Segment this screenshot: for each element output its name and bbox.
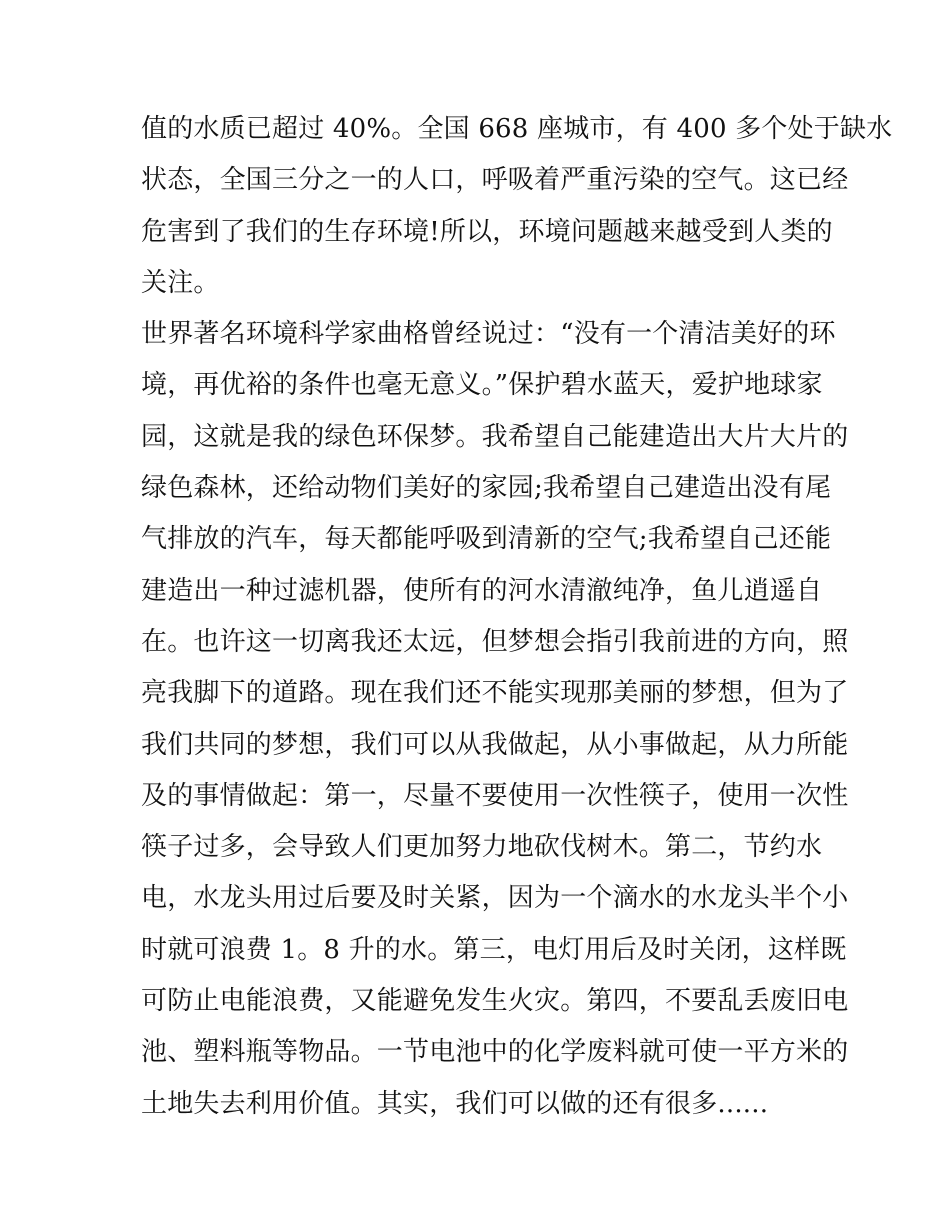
text-line: 可防止电能浪费，又能避免发生火灾。第四，不要乱丢废旧电	[141, 986, 849, 1017]
text-line: 值的水质已超过 40%。全国 668 座城市，有 400 多个处于缺水	[141, 114, 893, 144]
text-line: 我们共同的梦想，我们可以从我做起，从小事做起，从力所能	[141, 729, 849, 760]
text-line: 危害到了我们的生存环境!所以，环境问题越来越受到人类的	[141, 216, 833, 247]
text-line: 在。也许这一切离我还太远，但梦想会指引我前进的方向，照	[141, 626, 849, 657]
text-line: 关注。	[141, 267, 220, 298]
text-line: 园，这就是我的绿色环保梦。我希望自己能建造出大片大片的	[141, 421, 849, 452]
text-line: 及的事情做起：第一，尽量不要使用一次性筷子，使用一次性	[141, 780, 849, 811]
text-line: 状态，全国三分之一的人口，呼吸着严重污染的空气。这已经	[141, 165, 849, 196]
text-line: 电，水龙头用过后要及时关紧，因为一个滴水的水龙头半个小	[141, 883, 849, 914]
text-line: 时就可浪费 1。8 升的水。第三，电灯用后及时关闭，这样既	[141, 934, 847, 965]
text-line: 气排放的汽车，每天都能呼吸到清新的空气;我希望自己还能	[141, 524, 832, 555]
text-line: 世界著名环境科学家曲格曾经说过：“没有一个清洁美好的环	[141, 319, 836, 350]
text-line: 绿色森林，还给动物们美好的家园;我希望自己建造出没有尾	[141, 473, 832, 504]
text-line: 筷子过多，会导致人们更加努力地砍伐树木。第二，节约水	[141, 832, 823, 863]
text-line: 建造出一种过滤机器，使所有的河水清澈纯净，鱼儿逍遥自	[141, 575, 823, 606]
text-line: 池、塑料瓶等物品。一节电池中的化学废料就可使一平方米的	[141, 1037, 849, 1068]
text-line: 土地失去利用价值。其实，我们可以做的还有很多......	[141, 1088, 769, 1119]
text-line: 境，再优裕的条件也毫无意义。”保护碧水蓝天，爱护地球家	[141, 370, 823, 401]
text-line: 亮我脚下的道路。现在我们还不能实现那美丽的梦想，但为了	[141, 678, 849, 709]
document-body	[141, 104, 893, 1130]
